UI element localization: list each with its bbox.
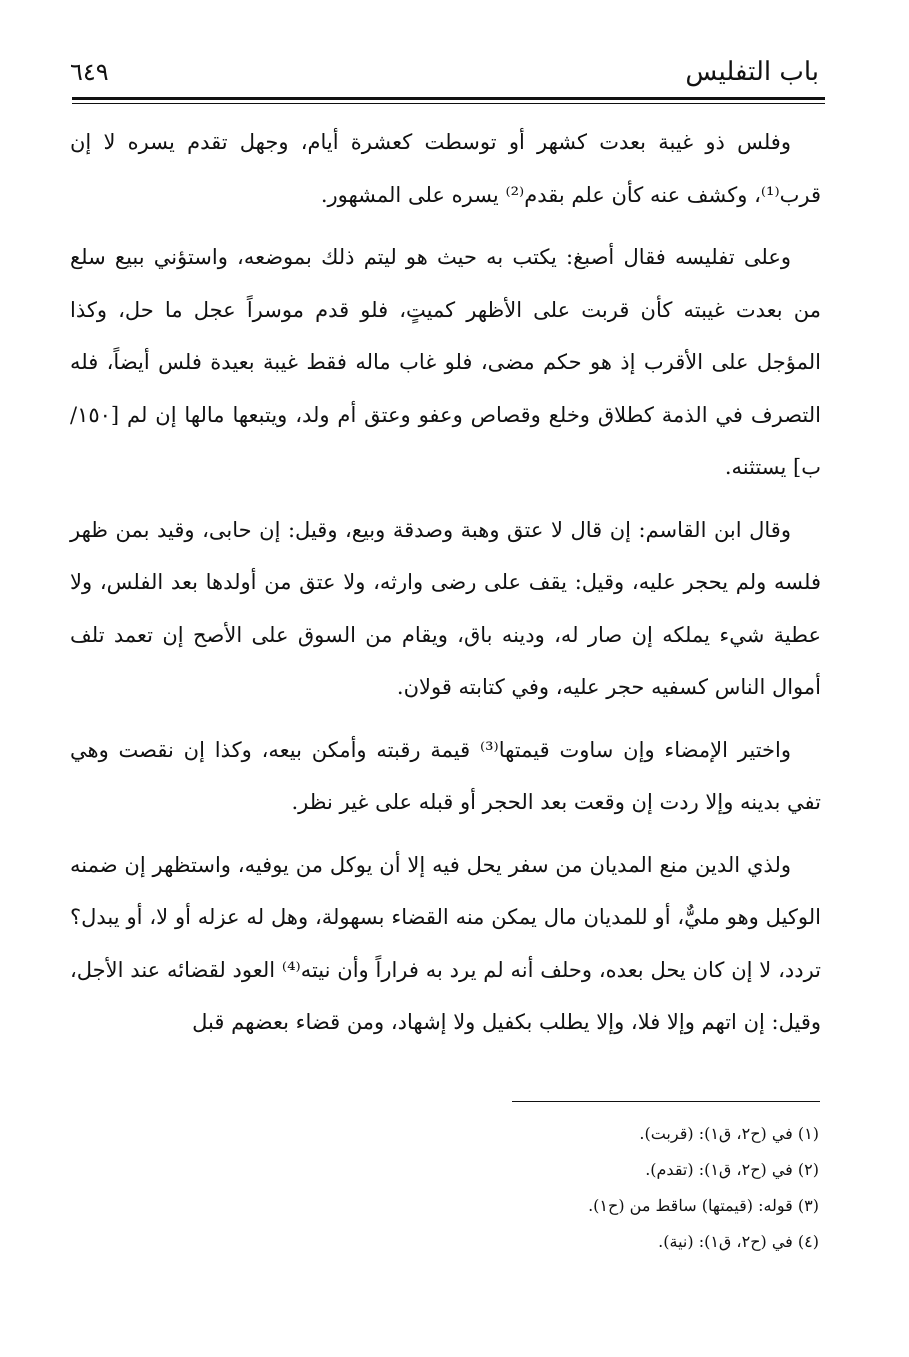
footnote-3: (٣) قوله: (قيمتها) ساقط من (ح١). [588, 1196, 819, 1215]
paragraph-3: وقال ابن القاسم: إن قال لا عتق وهبة وصدقة وبيع، وقيل: إن حابى، وقيد بمن ظهر فلسه ولم يحجر عليه، وقيل: يقف على رضى وارثه، ولا عتق من أولدها بعد الفلس، ولا عطية شيء يملكه إن صار له، ودينه باق، ويقام من السوق على الأصح إن تعمد تلف أموال الناس كسفيه حجر عليه، وفي كتابته قولان. [70, 517, 821, 699]
header-rule-thin [72, 103, 825, 104]
paragraph-2: وعلى تفليسه فقال أصبغ: يكتب به حيث هو ليتم ذلك بموضعه، واستؤني ببيع سلع من بعدت غيبته كأن قربت على الأظهر كميتٍ، فلو قدم موسراً عجل ما حل، وكذا المؤجل على الأقرب إذ هو حكم مضى، فلو غاب ماله فقط غيبة بعيدة فلس أيضاً، فله التصرف في الذمة كطلاق وخلع وقصاص وعفو وعتق أم ولد، ويتبعها مالها إن لم [١٥٠/ ب] يستثنه. [70, 245, 821, 479]
chapter-title: باب التفليس [685, 57, 819, 87]
footnote-1: (١) في (ح٢، ق١): (قربت). [639, 1124, 819, 1143]
footnote-4: (٤) في (ح٢، ق١): (نية). [658, 1232, 819, 1251]
footnote-2: (٢) في (ح٢، ق١): (تقدم). [645, 1160, 819, 1179]
footnotes [399, 1116, 819, 1260]
header-rule-thick [72, 97, 825, 100]
page-header [70, 52, 819, 92]
main-text [70, 116, 821, 1049]
paragraph-1: وفلس ذو غيبة بعدت كشهر أو توسطت كعشرة أيام، وجهل تقدم يسره لا إن قرب⁽¹⁾، وكشف عنه كأن علم بقدم⁽²⁾ يسره على المشهور. [70, 130, 821, 207]
paragraph-4: واختير الإمضاء وإن ساوت قيمتها⁽³⁾ قيمة رقبته وأمكن بيعه، وكذا إن نقصت وهي تفي بدينه وإلا ردت إن وقعت بعد الحجر أو قبله على غير نظر. [70, 737, 821, 814]
page-number: ٦٤٩ [70, 58, 109, 86]
footnote-separator [512, 1101, 820, 1102]
paragraph-5: ولذي الدين منع المديان من سفر يحل فيه إلا أن يوكل من يوفيه، واستظهر إن ضمنه الوكيل وهو مليٌّ، أو للمديان مال يمكن منه القضاء بسهولة، وهل له عزله أو لا، أو يبدل؟ تردد، لا إن كان يحل بعده، وحلف أنه لم يرد به فراراً وأن نيته⁽⁴⁾ العود لقضائه عند الأجل، وقيل: إن اتهم وإلا فلا، وإلا يطلب بكفيل ولا إشهاد، ومن قضاء بعضهم قبل [70, 852, 822, 1034]
